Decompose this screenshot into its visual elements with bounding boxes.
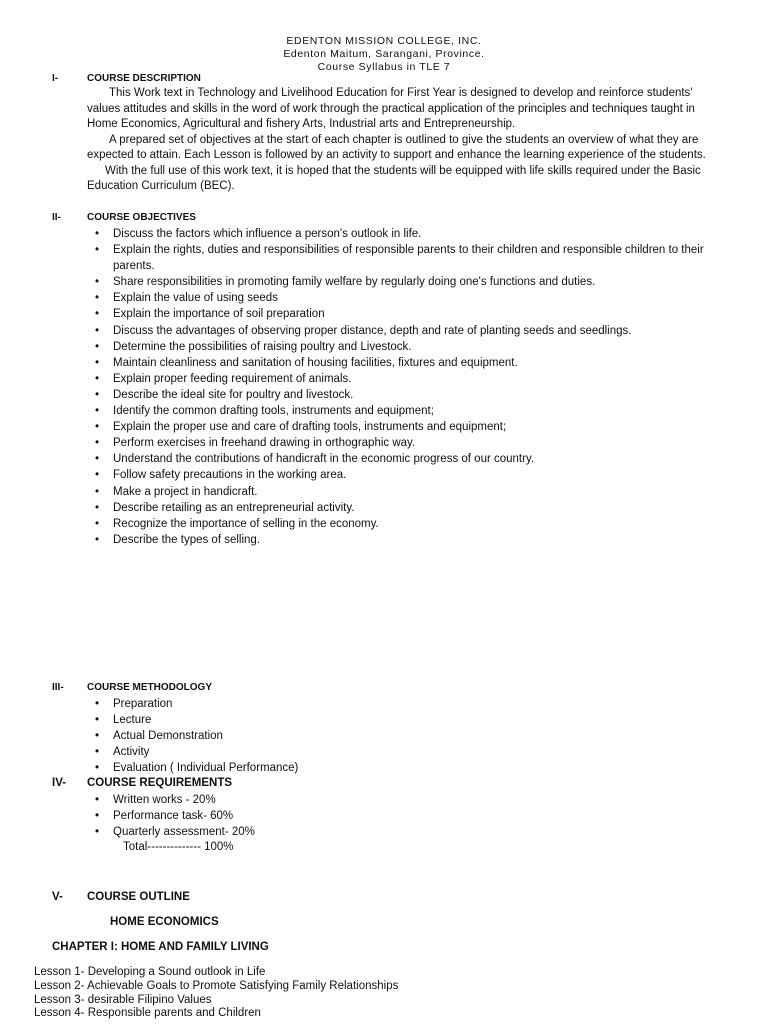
list-item: • Preparation [95,696,735,712]
list-item: • Perform exercises in freehand drawing in orthographic way. [95,435,735,451]
section-title: COURSE METHODOLOGY [87,682,213,693]
outline-subtitle: HOME ECONOMICS [110,916,219,928]
section-heading-requirements [52,777,232,789]
list-item: • Identify the common drafting tools, instruments and equipment; [95,403,735,419]
section-number: III- [52,682,64,693]
list-item: • Describe retailing as an entrepreneurial activity. [95,500,735,516]
lesson-item: Lesson 3- desirable Filipino Values [34,993,212,1006]
list-item: • Actual Demonstration [95,728,735,744]
lesson-item: Lesson 1- Developing a Sound outlook in Life [34,966,266,978]
section-heading-outline [52,891,190,903]
section-title: COURSE OUTLINE [87,891,190,903]
lesson-item: Lesson 4- Responsible parents and Children [34,1007,261,1020]
section-heading-description [52,73,201,84]
lesson-item: Lesson 2- Achievable Goals to Promote Satisfying Family Relationships [34,979,399,992]
list-item: • Follow safety precautions in the working area. [95,467,735,483]
course-description [87,86,727,195]
list-item: • Discuss the advantages of observing proper distance, depth and rate of planting seeds and seedlings. [95,323,735,339]
list-item: • Explain the proper use and care of drafting tools, instruments and equipment; [95,419,735,435]
list-item: • Written works - 20% [95,792,735,808]
description-paragraph: A prepared set of objectives at the start of each chapter is outlined to give the students an overview of what they are expected to attain. Each Lesson is followed by an activity to support and enhance the learning experience of the students. [87,133,706,161]
school-name: EDENTON MISSION COLLEGE, INC. [286,35,482,47]
list-item: • Share responsibilities in promoting family welfare by regularly doing one's functions and duties. [95,274,735,290]
section-number: I- [52,73,59,84]
chapter-title: CHAPTER I: HOME AND FAMILY LIVING [52,941,269,953]
requirements-list [95,792,735,840]
list-item: • Activity [95,744,735,760]
methodology-list [95,696,735,776]
list-item: • Quarterly assessment- 20% [95,824,735,840]
section-title: COURSE REQUIREMENTS [87,777,233,789]
requirements-total: Total-------------- 100% [123,841,234,853]
section-number: IV- [52,777,67,789]
document-header [0,35,768,74]
list-item: • Explain the importance of soil preparation [95,306,735,322]
list-item: • Describe the ideal site for poultry and livestock. [95,387,735,403]
section-title: COURSE OBJECTIVES [87,212,196,223]
list-item: • Performance task- 60% [95,808,735,824]
list-item: • Maintain cleanliness and sanitation of housing facilities, fixtures and equipment. [95,355,735,371]
list-item: • Describe the types of selling. [95,532,735,548]
list-item: • Recognize the importance of selling in the economy. [95,516,735,532]
list-item: • Explain proper feeding requirement of animals. [95,371,735,387]
list-item: • Lecture [95,712,735,728]
description-paragraph: This Work text in Technology and Livelihood Education for First Year is designed to develop and reinforce students' values attitudes and skills in the word of work through the practical application of the principles and techniques taught in Home Economics, Agricultural and fishery Arts, Industrial arts and Entrepreneurship. [87,87,695,130]
list-item: • Explain the rights, duties and responsibilities of responsible parents to their children and responsible children to their parents. [95,242,735,274]
list-item: • Evaluation ( Individual Performance) [95,760,735,776]
lesson-list [34,966,398,1021]
section-number: II- [52,212,61,223]
section-number: V- [52,891,63,903]
section-heading-methodology [52,682,212,693]
list-item: • Determine the possibilities of raising poultry and Livestock. [95,339,735,355]
list-item: • Make a project in handicraft. [95,484,735,500]
syllabus-title: Course Syllabus in TLE 7 [317,61,451,73]
school-address: Edenton Maitum, Sarangani, Province. [283,48,485,60]
list-item: • Understand the contributions of handicraft in the economic progress of our country. [95,451,735,467]
objectives-list [95,226,735,548]
list-item: • Discuss the factors which influence a person's outlook in life. [95,226,735,242]
section-title: COURSE DESCRIPTION [87,73,201,84]
section-heading-objectives [52,212,196,223]
description-paragraph: With the full use of this work text, it is hoped that the students will be equipped with life skills required under the Basic Education Curriculum (BEC). [87,164,701,192]
list-item: • Explain the value of using seeds [95,290,735,306]
